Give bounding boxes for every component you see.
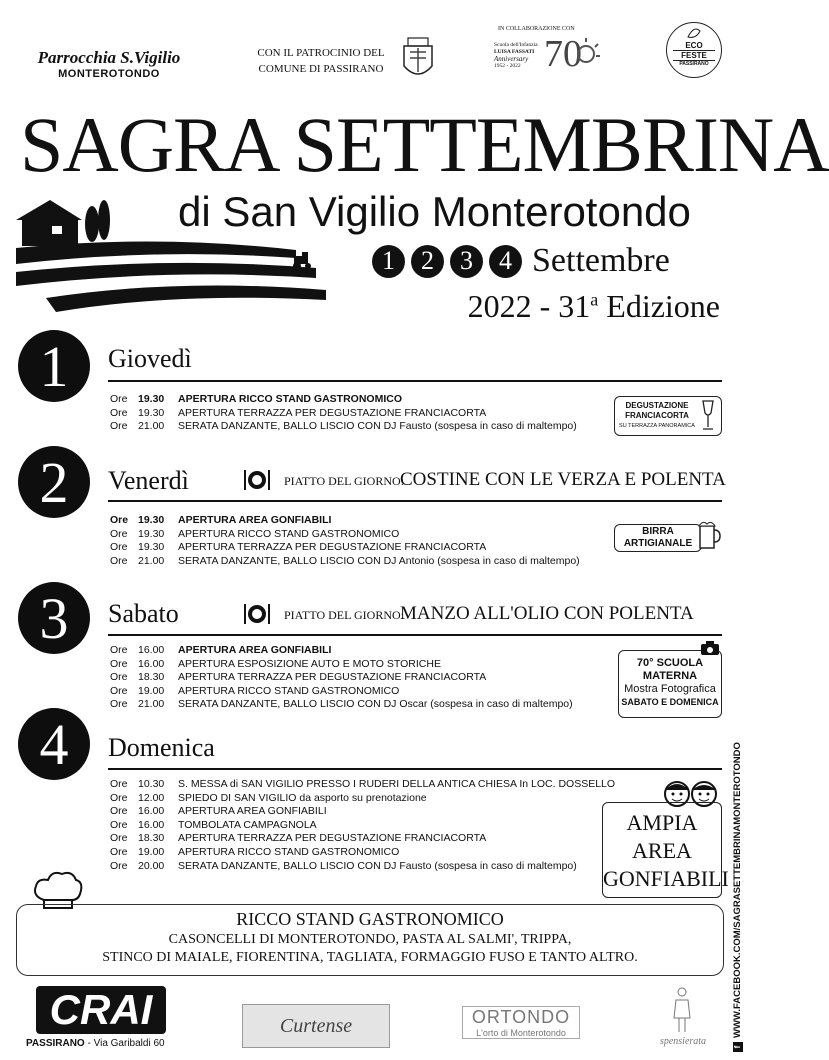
edition-sup: a [590,289,599,310]
dish-2: COSTINE CON LE VERZA E POLENTA [400,469,726,490]
wine-glass-icon [699,399,717,433]
ortondo-logo [462,1006,580,1039]
crai-address: PASSIRANO - Via Garibaldi 60 [26,1038,165,1049]
eco-line1: ECO [685,41,703,50]
plate-cutlery-icon [242,602,272,626]
day-name-2: Venerdì [108,466,189,495]
divider [108,768,722,770]
parish-logo [18,48,200,80]
event-dates [372,242,722,280]
dish-label-2: PIATTO DEL GIORNO: [284,474,404,488]
schedule-row: Ore 19.30 APERTURA RICCO STAND GASTRONOMICO [110,527,400,540]
patronage-line1: CON IL PATROCINIO DEL [257,47,385,59]
schedule-row: Ore 16.00 TOMBOLATA CAMPAGNOLA [110,818,317,831]
eco-line3: PASSIRANO [679,61,709,67]
day-number-1: 1 [18,330,90,402]
patronage-text [248,45,394,77]
collab-years: 1952 - 2022 [494,63,521,69]
schedule-row: Ore 21.00 SERATA DANZANTE, BALLO LISCIO CON DJ Antonio (sospesa in caso di maltempo) [110,554,580,567]
schedule-day-4 [110,778,615,873]
day-number-3: 3 [18,582,90,654]
date-badge-3: 3 [450,245,483,278]
collaboration-logo [494,26,582,75]
schedule-row: Ore 19.30 APERTURA TERRAZZA PER DEGUSTAZIONE FRANCIACORTA [110,406,487,419]
divider [108,500,722,502]
schedule-day-2 [110,514,580,568]
plate-cutlery-icon [242,468,272,492]
eco-line2: FESTE [673,50,715,61]
franciacorta-badge: DEGUSTAZIONE FRANCIACORTA SU TERRAZZA PANORAMICA [614,396,722,436]
schedule-row: Ore 12.00 SPIEDO DI SAN VIGILIO da asporto su prenotazione [110,791,427,804]
day-number-4: 4 [18,708,90,780]
schedule-row: Ore 21.00 SERATA DANZANTE, BALLO LISCIO CON DJ Oscar (sospesa in caso di maltempo) [110,698,573,711]
schedule-row: Ore 19.00 APERTURA RICCO STAND GASTRONOMICO [110,684,400,697]
beer-mug-icon [698,520,722,552]
farm-landscape-icon [16,198,332,328]
parish-name: Parrocchia S.Vigilio [37,48,181,67]
day-name-4: Domenica [108,733,215,762]
schedule-row: Ore 19.30 APERTURA AREA GONFIABILI [110,514,332,526]
schedule-row: Ore 16.00 APERTURA AREA GONFIABILI [110,644,332,656]
day-number-2: 2 [18,446,90,518]
leaf-icon [686,27,702,39]
collab-school: Scuola dell'Infanzia [494,42,538,48]
schedule-day-3 [110,644,573,712]
facebook-url: WWW.FACEBOOK.COM/SAGRASETTEMBRINAMONTEROTONDO [732,742,743,1038]
camera-icon [700,640,720,656]
schedule-row: Ore 19.00 APERTURA RICCO STAND GASTRONOMICO [110,845,400,858]
event-month: Settembre [532,242,670,279]
collab-anniversary: Anniversary [494,55,529,63]
event-title: SAGRA SETTEMBRINA [20,101,829,188]
inflatables-badge: AMPIA AREA GONFIABILI [602,802,722,898]
date-badge-4: 4 [489,245,522,278]
parish-subname: MONTEROTONDO [58,68,160,80]
food-stand-box [16,904,724,976]
craft-beer-badge: BIRRA ARTIGIANALE [614,524,702,552]
food-stand-line2: STINCO DI MAIALE, FIORENTINA, TAGLIATA, FORMAGGIO FUSO E TANTO ALTRO. [102,950,638,965]
ortondo-name: ORTONDO [471,1007,571,1027]
schedule-row: Ore 18.30 APERTURA TERRAZZA PER DEGUSTAZIONE FRANCIACORTA [110,671,487,684]
schedule-row: Ore 18.30 APERTURA TERRAZZA PER DEGUSTAZIONE FRANCIACORTA [110,832,487,845]
sun-icon [572,30,602,76]
schedule-row: Ore 10.30 S. MESSA di SAN VIGILIO PRESSO I RUDERI DELLA ANTICA CHIESA In LOC. DOSSELLO [110,778,616,790]
schedule-row: Ore 19.30 APERTURA RICCO STAND GASTRONOMICO [110,393,402,405]
event-subtitle: di San Vigilio Monterotondo [178,188,691,235]
collab-label: IN COLLABORAZIONE CON [498,26,575,32]
spensierata-logo: spensierata [659,1036,707,1047]
schedule-day-1 [110,393,577,434]
coat-of-arms-icon [400,36,436,82]
patronage-line2: COMUNE DI PASSIRANO [258,63,384,75]
schedule-row: Ore 20.00 SERATA DANZANTE, BALLO LISCIO CON DJ Fausto (sospesa in caso di maltempo) [110,859,577,872]
event-edition [420,288,720,325]
dish-label-3: PIATTO DEL GIORNO: [284,608,404,622]
facebook-icon: f [733,1042,743,1052]
curtense-logo: Curtense [242,1004,390,1048]
food-stand-line1: CASONCELLI DI MONTEROTONDO, PASTA AL SALMI', TRIPPA, [168,932,572,947]
date-badge-1: 1 [372,245,405,278]
schedule-row: Ore 16.00 APERTURA ESPOSIZIONE AUTO E MOTO STORICHE [110,657,441,670]
edition-word: Edizione [606,288,720,324]
schedule-row: Ore 19.30 APERTURA TERRAZZA PER DEGUSTAZIONE FRANCIACORTA [110,541,487,554]
collab-number: 70 [544,33,582,75]
divider [108,634,722,636]
crai-logo: CRAI [36,986,166,1034]
school-exhibition-badge: 70° SCUOLA MATERNA Mostra Fotografica SABATO E DOMENICA [618,650,722,718]
day-name-3: Sabato [108,599,179,628]
edition-year: 2022 - 31 [467,288,591,324]
ortondo-sub: L'orto di Monterotondo [476,1028,566,1038]
schedule-row: Ore 16.00 APERTURA AREA GONFIABILI [110,805,327,818]
dish-3: MANZO ALL'OLIO CON POLENTA [400,603,694,624]
date-badge-2: 2 [411,245,444,278]
collab-school-name: LUISA FASSATI [494,49,535,55]
eco-feste-logo [666,22,722,78]
day-name-1: Giovedì [108,344,192,373]
schedule-row: Ore 21.00 SERATA DANZANTE, BALLO LISCIO CON DJ Fausto (sospesa in caso di maltempo) [110,420,577,433]
divider [108,380,722,382]
girl-figure-icon [668,986,696,1034]
facebook-link[interactable] [732,712,744,1052]
food-stand-title: RICCO STAND GASTRONOMICO [236,909,504,929]
